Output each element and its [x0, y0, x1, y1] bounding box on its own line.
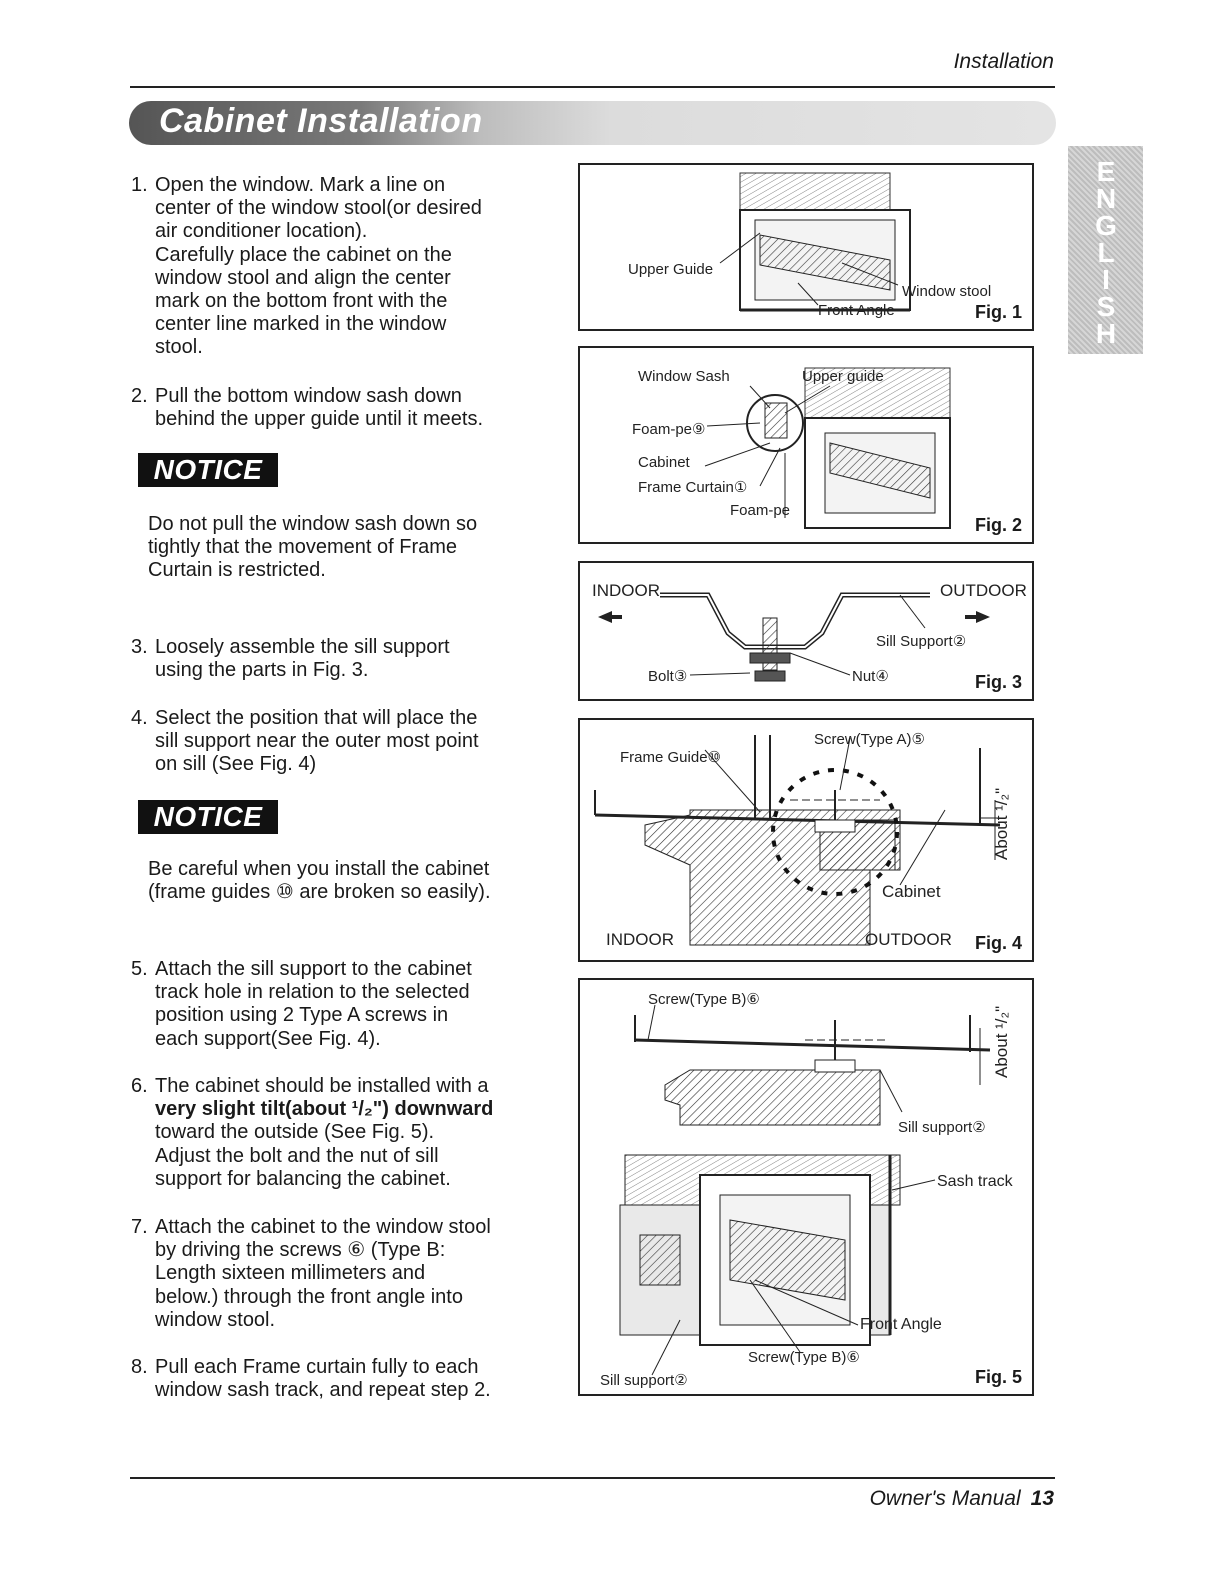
fig1-upper-guide-label: Upper Guide: [628, 261, 714, 278]
fig4-caption: Fig. 4: [974, 933, 1022, 953]
fig3-sill-support-label: Sill Support②: [876, 633, 967, 650]
fig3-outdoor-label: OUTDOOR: [940, 581, 1027, 600]
page-title: Cabinet Installation: [159, 102, 483, 140]
fig1-front-angle-label: Front Angle: [818, 302, 895, 319]
fig5-about-label: About ¹/₂": [992, 1005, 1011, 1078]
fig3-nut-label: Nut④: [852, 668, 889, 685]
fig4-outdoor-label: OUTDOOR: [865, 930, 952, 949]
step-2: 2. Pull the bottom window sash down behind the upper guide until it meets.: [131, 385, 483, 431]
step-7: 7. Attach the cabinet to the window stool by driving the screws ⑥ (Type B: Length sixteen millimeters and below.) through the front angle into window stool.: [131, 1216, 491, 1331]
figure-3: [578, 561, 1034, 701]
fig1-window-stool-label: Window stool: [902, 283, 992, 300]
fig2-upper-guide-label: Upper guide: [802, 368, 884, 385]
step-4: 4. Select the position that will place the sill support near the outer most point on sill (See Fig. 4): [131, 707, 479, 776]
fig2-caption: Fig. 2: [974, 515, 1022, 535]
notice-text-1: Do not pull the window sash down so tightly that the movement of Frame Curtain is restricted.: [148, 513, 478, 582]
footer: [870, 1487, 1054, 1511]
page-number: 13: [1030, 1487, 1054, 1510]
language-tab-label: ENGLISH: [1090, 155, 1122, 345]
fig5-sill-support-top-label: Sill support②: [898, 1119, 986, 1136]
fig5-front-angle-label: Front Angle: [860, 1316, 942, 1333]
figure-2: [578, 346, 1034, 544]
section-header: Installation: [953, 50, 1054, 73]
fig5-caption: Fig. 5: [974, 1367, 1022, 1387]
manual-title: Owner's Manual: [869, 1487, 1021, 1510]
fig5-sash-track-label: Sash track: [937, 1173, 1013, 1190]
fig2-frame-curtain-label: Frame Curtain①: [638, 479, 748, 496]
figure-1: [578, 163, 1034, 331]
notice-badge-2: NOTICE: [138, 800, 278, 834]
step-8: 8. Pull each Frame curtain fully to each window sash track, and repeat step 2.: [131, 1356, 491, 1402]
fig2-cabinet-label: Cabinet: [638, 454, 690, 471]
step-1: 1. Open the window. Mark a line on center of the window stool(or desired air conditioner location). Carefully place the cabinet on the window stool and align the center mark on the bottom front with the center line marked in the window stool.: [131, 174, 482, 359]
fig2-foam-pe9-label: Foam-pe⑨: [632, 421, 706, 438]
fig5-screw-b-top-label: Screw(Type B)⑥: [648, 991, 760, 1008]
notice-badge-1: NOTICE: [138, 453, 278, 487]
step-6: 6. The cabinet should be installed with a very slight tilt(about ¹/₂") downward toward the outside (See Fig. 5). Adjust the bolt and the nut of sill support for balancing the cabinet.: [131, 1075, 494, 1190]
fig4-about-label: About ¹/₂": [992, 787, 1011, 860]
fig4-frame-guide-label: Frame Guide⑩: [620, 749, 721, 766]
figure-1-drawing: [580, 165, 1036, 333]
fig5-sill-support-bottom-label: Sill support②: [600, 1372, 688, 1389]
fig5-screw-b-bottom-label: Screw(Type B)⑥: [748, 1349, 860, 1366]
fig4-indoor-label: INDOOR: [606, 930, 674, 949]
fig4-screw-a-label: Screw(Type A)⑤: [814, 731, 925, 748]
figure-4: [578, 718, 1034, 962]
fig3-indoor-label: INDOOR: [592, 581, 660, 600]
step-5: 5. Attach the sill support to the cabinet track hole in relation to the selected position using 2 Type A screws in each support(See Fig. 4).: [131, 958, 472, 1050]
fig2-foam-pe-label: Foam-pe: [730, 502, 791, 519]
fig3-bolt-label: Bolt③: [648, 668, 688, 685]
fig3-caption: Fig. 3: [974, 672, 1022, 692]
fig2-window-sash-label: Window Sash: [638, 368, 730, 385]
fig4-cabinet-label: Cabinet: [882, 882, 941, 901]
notice-text-2: Be careful when you install the cabinet (frame guides ⑩ are broken so easily).: [148, 858, 491, 904]
step-3: 3. Loosely assemble the sill support using the parts in Fig. 3.: [131, 636, 450, 682]
fig1-caption: Fig. 1: [974, 302, 1022, 322]
footer-rule: [130, 1477, 1055, 1479]
figure-5: [578, 978, 1034, 1396]
header-rule: [130, 86, 1055, 88]
